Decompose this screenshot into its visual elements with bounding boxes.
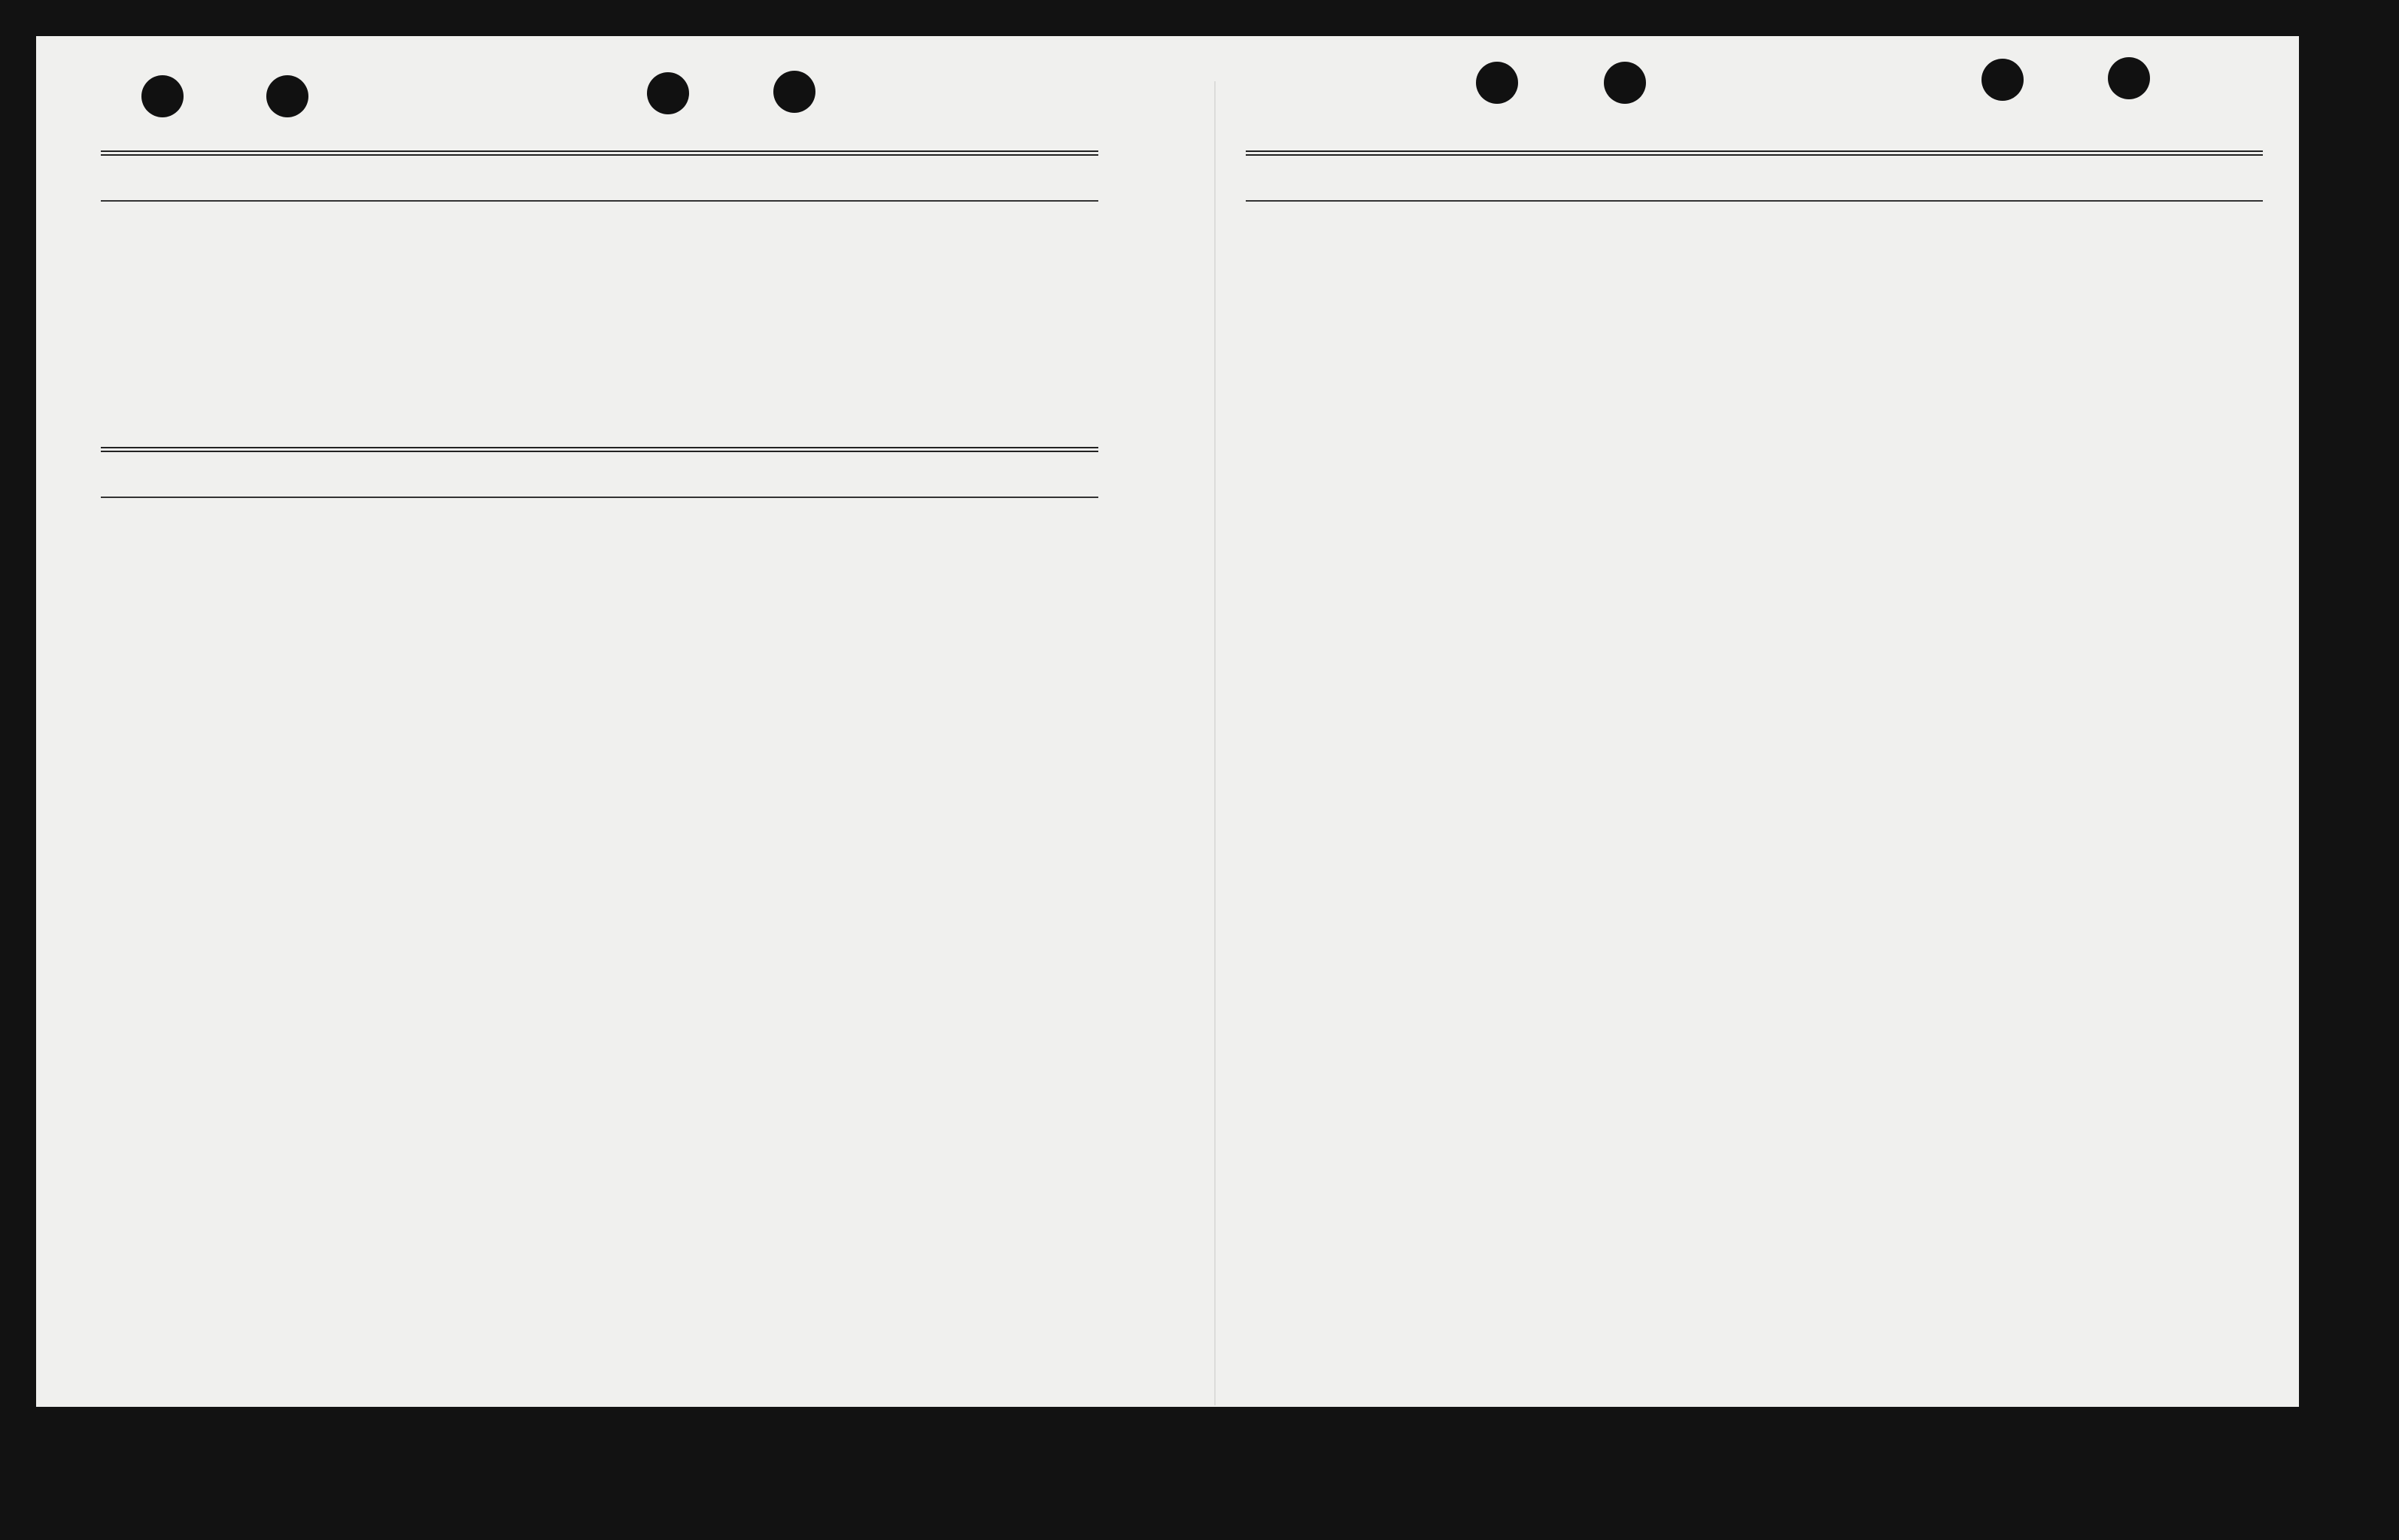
hospital-header-rule [101, 200, 1098, 202]
page-gutter [1214, 81, 1216, 1405]
log-sheet [36, 36, 2299, 1407]
punch-hole [1981, 59, 2024, 101]
discharged-top-rule [101, 447, 1098, 452]
punch-hole [2108, 57, 2150, 99]
punch-hole [1604, 62, 1646, 104]
punch-hole [647, 72, 689, 114]
discharged-header-rule [101, 497, 1098, 498]
hospital-top-rule [101, 150, 1098, 156]
right-header-rule [1246, 200, 2263, 202]
punch-hole [773, 71, 815, 113]
punch-hole [1476, 62, 1518, 104]
punch-hole [266, 75, 308, 117]
punch-hole [141, 75, 184, 117]
right-top-rule [1246, 150, 2263, 156]
